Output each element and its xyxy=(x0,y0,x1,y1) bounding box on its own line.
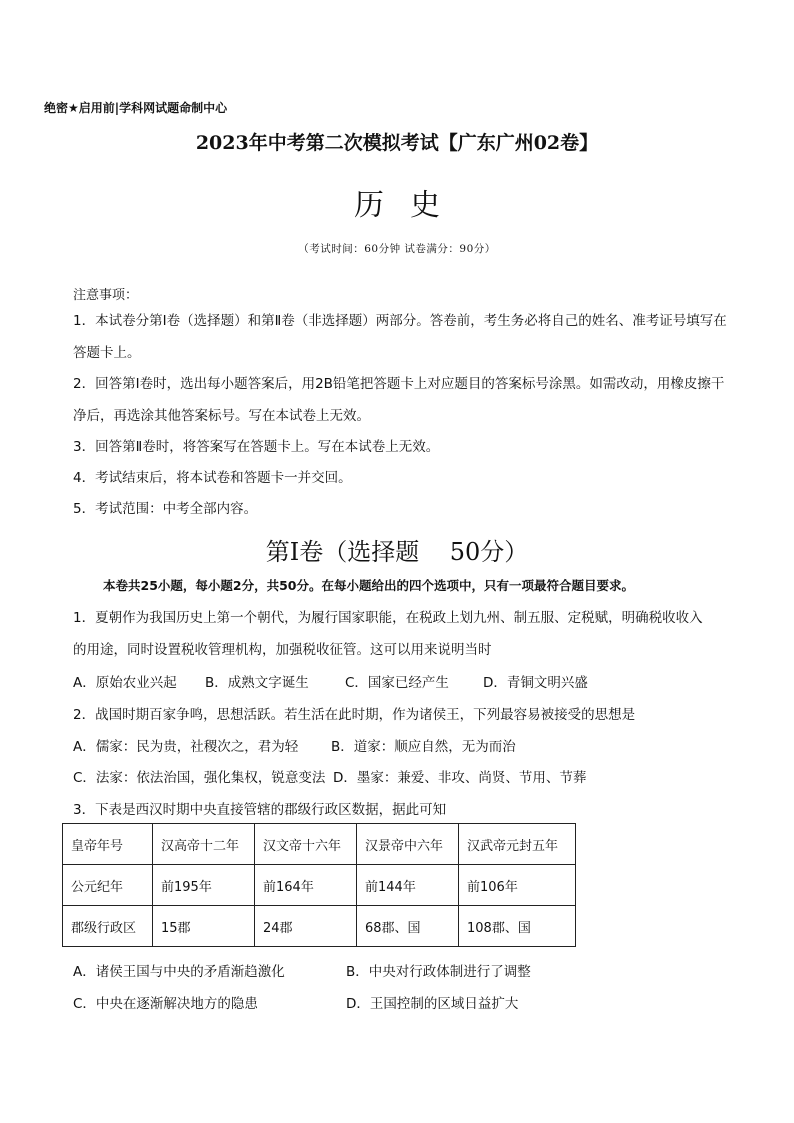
table-cell: 前195年 xyxy=(153,865,255,906)
q3-data-table xyxy=(62,823,576,947)
q3-option-c: C．中央在逐渐解决地方的隐患 xyxy=(73,996,258,1012)
q2-stem: 2．战国时期百家争鸣，思想活跃。若生活在此时期，作为诸侯王，下列最容易被接受的思想是 xyxy=(73,707,636,723)
q1-option-a: A．原始农业兴起 xyxy=(73,675,177,691)
table-row xyxy=(63,865,576,906)
table-cell: 公元纪年 xyxy=(63,865,153,906)
table-cell: 前164年 xyxy=(255,865,357,906)
q1-option-d: D．青铜文明兴盛 xyxy=(483,675,588,691)
table-cell: 汉景帝中六年 xyxy=(357,824,459,865)
note-item-2: 2．回答第Ⅰ卷时，选出每小题答案后，用2B铅笔把答题卡上对应题目的答案标号涂黑。如需改动，用橡皮擦干净后，再选涂其他答案标号。写在本试卷上无效。 xyxy=(73,376,725,424)
table-cell: 汉高帝十二年 xyxy=(153,824,255,865)
q2-option-b: B．道家：顺应自然，无为而治 xyxy=(331,739,516,755)
exam-info: （考试时间：60分钟 试卷满分：90分） xyxy=(298,243,496,255)
section-title: 第Ⅰ卷（选择题 50分） xyxy=(265,538,529,566)
q1-option-b: B．成熟文字诞生 xyxy=(205,675,309,691)
q3-option-a: A．诸侯王国与中央的矛盾渐趋激化 xyxy=(73,964,285,980)
q3-option-d: D．王国控制的区域日益扩大 xyxy=(346,996,519,1012)
exam-title: 2023年中考第二次模拟考试【广东广州02卷】 xyxy=(195,132,599,154)
table-cell: 前144年 xyxy=(357,865,459,906)
q3-stem: 3．下表是西汉时期中央直接管辖的郡级行政区数据，据此可知 xyxy=(73,802,447,818)
table-cell: 前106年 xyxy=(459,865,576,906)
table-cell: 24郡 xyxy=(255,906,357,947)
note-item-3: 3．回答第Ⅱ卷时，将答案写在答题卡上。写在本试卷上无效。 xyxy=(73,439,440,455)
table-cell: 皇帝年号 xyxy=(63,824,153,865)
table-row xyxy=(63,906,576,947)
table-row xyxy=(63,824,576,865)
table-cell: 15郡 xyxy=(153,906,255,947)
q1-stem-line-2: 的用途，同时设置税收管理机构，加强税收征管。这可以用来说明当时 xyxy=(73,642,492,658)
table-cell: 汉文帝十六年 xyxy=(255,824,357,865)
table-cell: 汉武帝元封五年 xyxy=(459,824,576,865)
note-item-5: 5．考试范围：中考全部内容。 xyxy=(73,501,258,517)
q2-option-a: A．儒家：民为贵，社稷次之，君为轻 xyxy=(73,739,299,755)
table-cell: 郡级行政区 xyxy=(63,906,153,947)
table-cell: 108郡、国 xyxy=(459,906,576,947)
table-cell: 68郡、国 xyxy=(357,906,459,947)
confidential-label: 绝密★启用前|学科网试题命制中心 xyxy=(44,101,228,115)
q3-option-b: B．中央对行政体制进行了调整 xyxy=(346,964,531,980)
section-description: 本卷共25小题，每小题2分，共50分。在每小题给出的四个选项中，只有一项最符合题目要求。 xyxy=(103,578,634,593)
note-item-4: 4．考试结束后，将本试卷和答题卡一并交回。 xyxy=(73,470,352,486)
q2-option-c: C．法家：依法治国，强化集权，锐意变法 xyxy=(73,770,326,786)
note-item-1: 1．本试卷分第Ⅰ卷（选择题）和第Ⅱ卷（非选择题）两部分。答卷前，考生务必将自己的姓名、准考证号填写在答题卡上。 xyxy=(73,313,727,361)
q2-option-d: D．墨家：兼爱、非攻、尚贤、节用、节葬 xyxy=(333,770,587,786)
subject-title: 历史 xyxy=(354,188,466,223)
notes-title: 注意事项： xyxy=(73,288,139,303)
q1-option-c: C．国家已经产生 xyxy=(345,675,449,691)
q1-stem-line-1: 1．夏朝作为我国历史上第一个朝代，为履行国家职能，在税政上划九州、制五服、定税赋，明确税收收入 xyxy=(73,610,703,626)
